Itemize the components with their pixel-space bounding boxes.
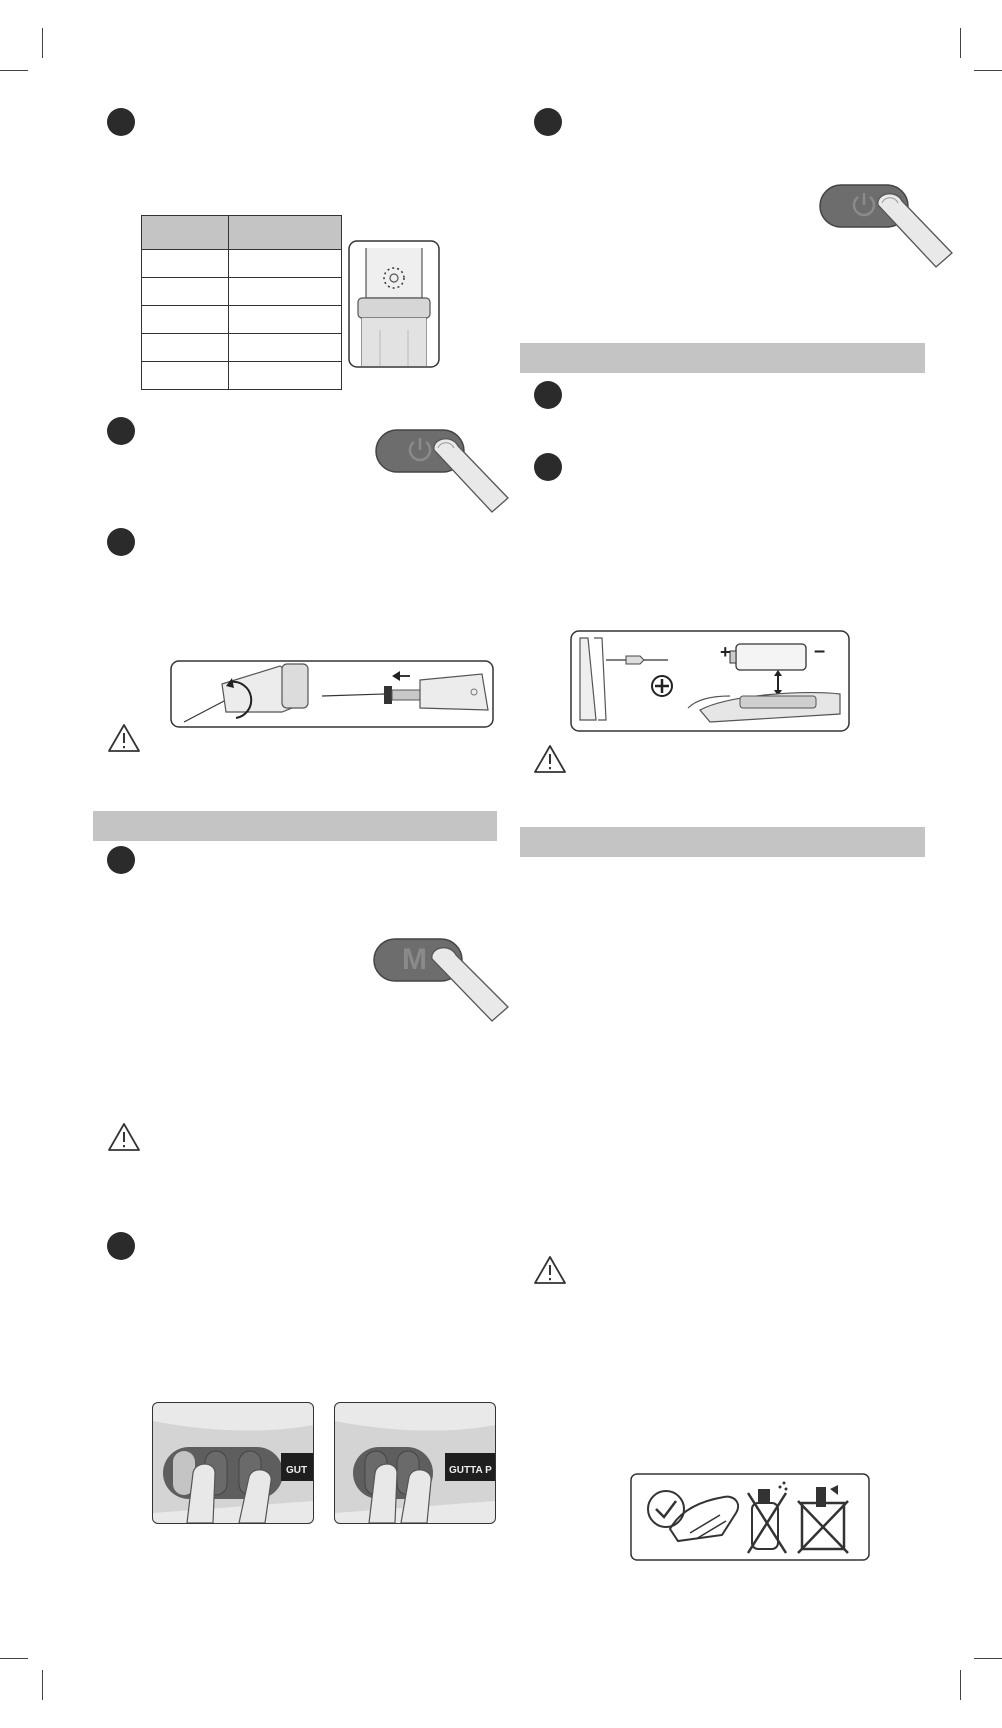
handpiece-led-illustration [348, 240, 440, 368]
table-cell [229, 306, 342, 334]
crop-mark [960, 1670, 961, 1700]
settings-table [141, 215, 342, 390]
tip-installation-illustration [170, 660, 494, 728]
table-cell [229, 362, 342, 390]
step-dot [107, 108, 135, 136]
crop-mark [0, 1658, 28, 1659]
table-row [142, 306, 342, 334]
section-header-bar [520, 343, 925, 373]
step-dot [107, 417, 135, 445]
crop-mark [42, 1670, 43, 1700]
section-header-bar [93, 811, 497, 841]
step-dot [534, 381, 562, 409]
warning-triangle-icon [533, 744, 567, 774]
battery-replacement-illustration [570, 630, 850, 732]
table-cell [142, 362, 229, 390]
crop-mark [0, 70, 28, 71]
warning-triangle-icon [107, 1122, 141, 1152]
table-cell [229, 250, 342, 278]
display-text: GUTTA P [449, 1465, 492, 1476]
step-dot [534, 108, 562, 136]
section-header-bar [520, 827, 925, 857]
mode-button-label: M [402, 943, 427, 976]
battery-minus-sign: – [814, 640, 826, 662]
crop-mark [42, 28, 43, 58]
step-dot [107, 846, 135, 874]
mode-button-press-illustration [372, 937, 510, 1023]
table-row [142, 362, 342, 390]
step-dot [107, 528, 135, 556]
table-cell [229, 334, 342, 362]
table-row [142, 334, 342, 362]
step-dot [107, 1232, 135, 1260]
table-cell [229, 278, 342, 306]
warning-triangle-icon [533, 1255, 567, 1285]
battery-plus-sign: + [720, 642, 731, 662]
crop-mark [974, 1658, 1002, 1659]
crop-mark [974, 70, 1002, 71]
table-row [142, 250, 342, 278]
power-button-press-illustration [374, 428, 510, 514]
crop-mark [960, 28, 961, 58]
table-cell [142, 334, 229, 362]
step-dot [534, 453, 562, 481]
button-combination-illustration-right [334, 1402, 496, 1524]
table-cell [142, 250, 229, 278]
table-cell [142, 306, 229, 334]
table-header-cell [142, 216, 229, 250]
power-button-press-illustration [818, 183, 954, 269]
table-cell [142, 278, 229, 306]
display-text: GUT [286, 1465, 308, 1476]
warning-triangle-icon [107, 723, 141, 753]
table-header-row [142, 216, 342, 250]
button-combination-illustration-left [152, 1402, 314, 1524]
cleaning-pictogram-box [630, 1473, 870, 1561]
table-row [142, 278, 342, 306]
table-header-cell [229, 216, 342, 250]
